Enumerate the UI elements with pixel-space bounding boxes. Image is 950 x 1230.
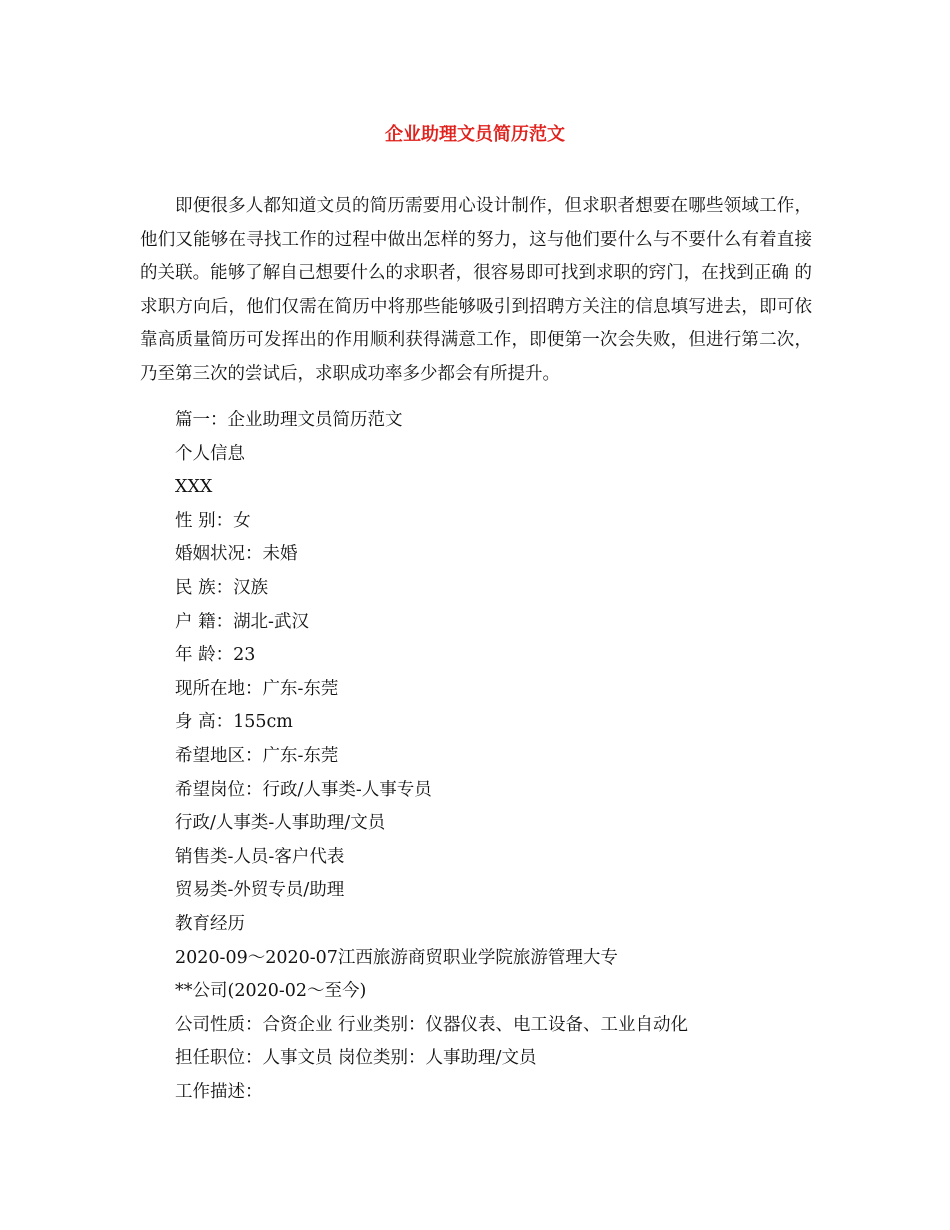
field-hukou: 户 籍：湖北-武汉 <box>175 611 309 632</box>
section-heading-personal-info: 个人信息 <box>175 443 245 464</box>
section-heading-education: 教育经历 <box>175 913 245 934</box>
desired-position-line-2: 行政/人事类-人事助理/文员 <box>175 813 386 834</box>
resume-lines <box>175 404 815 1109</box>
intro-paragraph: 即便很多人都知道文员的简历需要用心设计制作，但求职者想要在哪些领域工作，他们又能够在寻找工作的过程中做出怎样的努力，这与他们要什么与不要什么有着直接的关联。能够了解自己想要什么的求职者，很容易即可找到求职的窍门，在找到正确 的求职方向后，他们仅需在简历中将那些能够吸引到招聘方关注的信息填写进去，即可依靠高质量简历可发挥出的作用顺利获得满意工作，即便第一次会失败，但进行第二次，乃至第三次的尝试后，求职成功率多少都会有所提升。 <box>140 196 812 384</box>
education-entry: 2020-09～2020-07江西旅游商贸职业学院旅游管理大专 <box>175 947 618 968</box>
work-company-nature: 公司性质：合资企业 行业类别：仪器仪表、电工设备、工业自动化 <box>175 1014 689 1035</box>
field-current-location: 现所在地：广东-东莞 <box>175 678 339 699</box>
field-marital-status: 婚姻状况：未婚 <box>175 544 298 565</box>
document-title: 企业助理文员简历范文 <box>385 124 565 145</box>
field-age: 年 龄：23 <box>175 645 256 666</box>
desired-position-line-4: 贸易类-外贸专员/助理 <box>175 880 345 901</box>
desired-position-line-3: 销售类-人员-客户代表 <box>175 846 345 867</box>
section-heading-chapter-one: 篇一：企业助理文员简历范文 <box>175 410 403 430</box>
resume-name: XXX <box>175 477 213 498</box>
work-description-label: 工作描述： <box>175 1081 263 1102</box>
work-company: **公司(2020-02～至今) <box>175 981 367 1002</box>
field-height: 身 高：155cm <box>175 712 293 733</box>
field-gender: 性 别：女 <box>175 510 251 531</box>
work-position: 担任职位：人事文员 岗位类别：人事助理/文员 <box>175 1048 537 1069</box>
field-desired-position: 希望岗位：行政/人事类-人事专员 <box>175 779 432 800</box>
field-ethnicity: 民 族：汉族 <box>175 577 269 598</box>
field-desired-region: 希望地区：广东-东莞 <box>175 745 339 766</box>
